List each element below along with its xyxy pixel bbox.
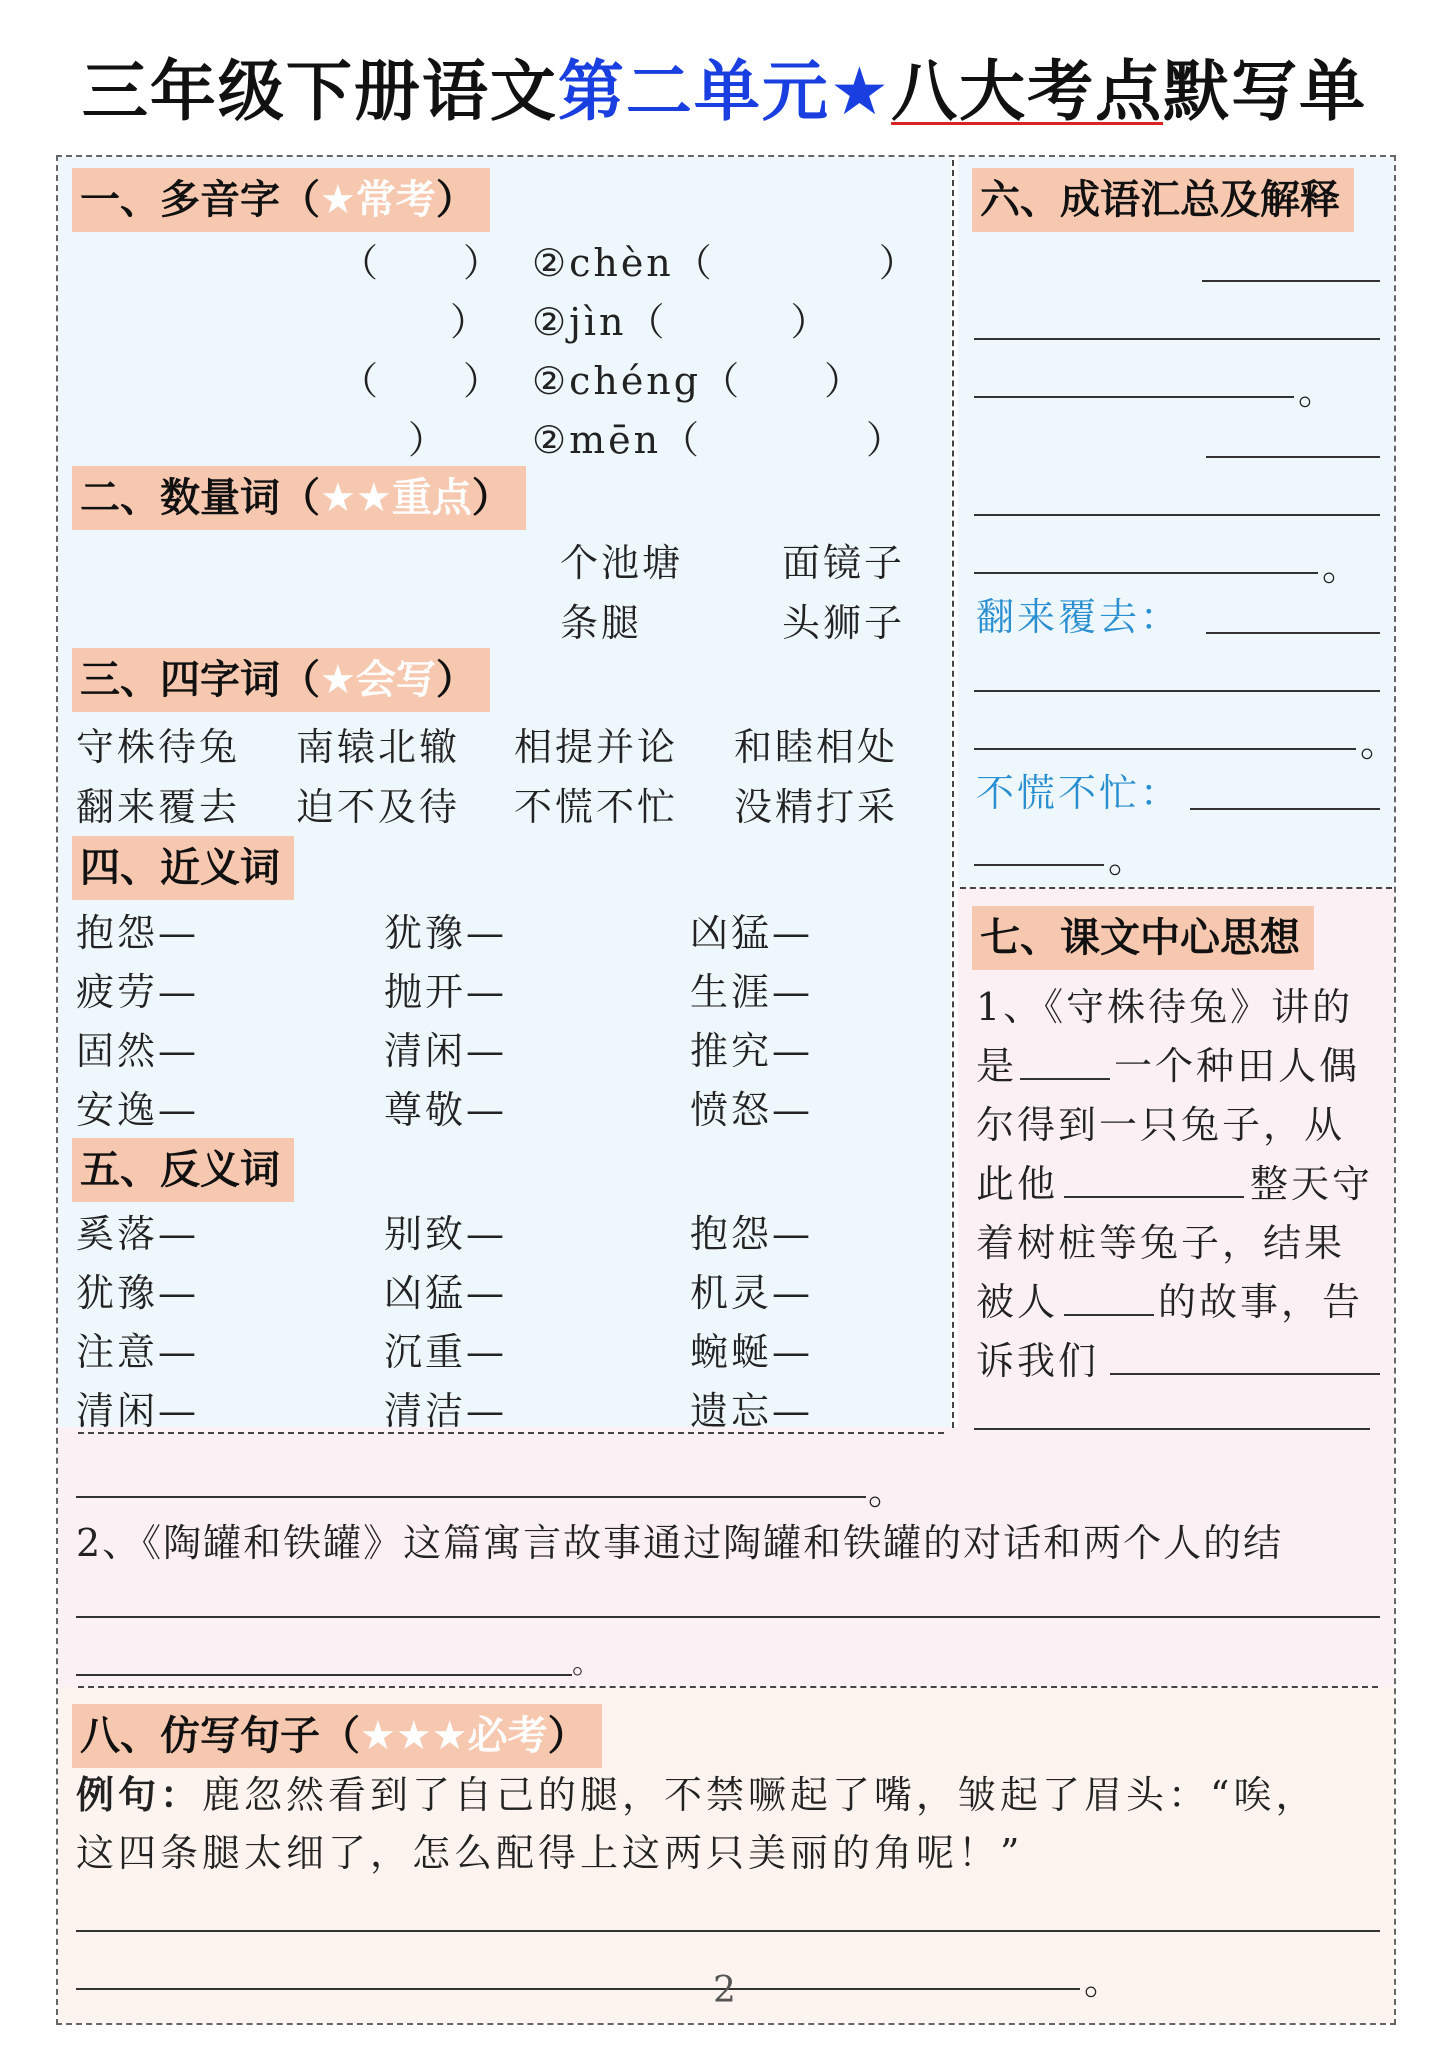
period: 。	[1108, 837, 1150, 881]
period: 。	[1298, 369, 1340, 413]
summary-text: 的故事，告	[1158, 1280, 1364, 1324]
period: 。	[572, 1646, 605, 1681]
idiom-label-2: 不慌不忙：	[976, 771, 1182, 815]
period: 。	[1360, 721, 1402, 765]
synonym-item: 凶猛—	[690, 911, 814, 955]
synonym-item: 抱怨—	[76, 911, 200, 955]
idiom-word: 翻来覆去	[76, 785, 241, 829]
answer-line	[974, 514, 1380, 516]
period: 。	[868, 1469, 910, 1513]
synonym-item: 推究—	[690, 1029, 814, 1073]
answer-line	[974, 396, 1294, 398]
answer-line	[1020, 1078, 1110, 1080]
synonym-item: 尊敬—	[384, 1088, 508, 1132]
summary-text: 整天守	[1250, 1162, 1374, 1206]
antonym-item: 抱怨—	[690, 1212, 814, 1256]
summary-text: 被人	[976, 1280, 1059, 1324]
section-divider-2	[78, 1686, 1378, 1688]
answer-line	[1206, 632, 1380, 634]
answer-line	[1202, 280, 1380, 282]
answer-line	[76, 1496, 866, 1498]
section-2-heading: 二、数量词（★★重点）	[72, 466, 526, 530]
answer-line	[974, 338, 1380, 340]
polyphone-4-right: ②mēn（ ）	[532, 418, 908, 462]
summary-text-2: 2、《陶罐和铁罐》这篇寓言故事通过陶罐和铁罐的对话和两个人的结	[76, 1521, 1284, 1565]
idiom-word: 迫不及待	[296, 785, 461, 829]
example-label: 例句：	[76, 1772, 203, 1817]
polyphone-1-right: ②chèn（ ）	[532, 241, 920, 285]
polyphone-2-right: ②jìn（ ）	[532, 300, 832, 344]
idiom-word: 没精打采	[734, 785, 899, 829]
synonym-item: 疲劳—	[76, 970, 200, 1014]
section-5-heading: 五、反义词	[72, 1138, 294, 1202]
section-3-heading: 三、四字词（★会写）	[72, 648, 490, 712]
answer-line	[76, 1616, 1380, 1618]
idiom-word: 守株待兔	[76, 725, 241, 769]
answer-line	[974, 690, 1380, 692]
column-divider	[952, 160, 954, 1428]
answer-line	[76, 1930, 1380, 1932]
right-divider	[960, 887, 1392, 889]
answer-line	[974, 1428, 1370, 1430]
answer-line	[1190, 808, 1380, 810]
answer-line	[1064, 1314, 1154, 1316]
idiom-word: 相提并论	[514, 725, 679, 769]
antonym-item: 清闲—	[76, 1389, 200, 1433]
polyphone-3-right: ②chéng（ ）	[532, 359, 866, 403]
page-title: 三年级下册语文第二单元★八大考点默写单	[81, 53, 1368, 130]
summary-text: 着树桩等兔子，结果	[976, 1221, 1346, 1265]
section-6-heading: 六、成语汇总及解释	[972, 168, 1354, 232]
antonym-item: 清洁—	[384, 1389, 508, 1433]
answer-line	[1110, 1373, 1380, 1375]
antonym-item: 奚落—	[76, 1212, 200, 1256]
antonym-item: 犹豫—	[76, 1271, 200, 1315]
section-4-heading: 四、近义词	[72, 836, 294, 900]
example-sentence: 例句：鹿忽然看到了自己的腿，不禁噘起了嘴，皱起了眉头：“唉， 这四条腿太细了，怎么配得上这两只美丽的角呢！”	[76, 1772, 1318, 1875]
polyphone-1-left: （ ）	[340, 241, 505, 285]
answer-line	[1206, 456, 1380, 458]
synonym-item: 犹豫—	[384, 911, 508, 955]
idiom-word: 和睦相处	[734, 725, 899, 769]
period: 。	[1084, 1959, 1126, 2003]
measure-word-1: 个池塘	[560, 541, 684, 585]
answer-line	[974, 864, 1104, 866]
answer-line	[1064, 1196, 1244, 1198]
idiom-word: 南辕北辙	[296, 725, 461, 769]
answer-line	[76, 1674, 572, 1676]
antonym-item: 别致—	[384, 1212, 508, 1256]
answer-line	[974, 572, 1318, 574]
summary-text: 一个种田人偶	[1114, 1044, 1361, 1088]
polyphone-2-left: ）	[450, 300, 492, 344]
antonym-item: 机灵—	[690, 1271, 814, 1315]
measure-word-4: 头狮子	[782, 601, 906, 645]
summary-text: 是	[976, 1044, 1018, 1088]
antonym-item: 蜿蜒—	[690, 1330, 814, 1374]
measure-word-2: 面镜子	[782, 541, 906, 585]
section-1-heading: 一、多音字（★常考）	[72, 168, 490, 232]
period: 。	[1322, 545, 1364, 589]
page-number: 2	[713, 1970, 736, 2011]
polyphone-4-left: ）	[408, 418, 450, 462]
synonym-item: 生涯—	[690, 970, 814, 1014]
section-divider	[78, 1432, 944, 1434]
section-7-heading: 七、课文中心思想	[972, 906, 1314, 970]
summary-text: 此他	[976, 1162, 1059, 1206]
synonym-item: 固然—	[76, 1029, 200, 1073]
antonym-item: 沉重—	[384, 1330, 508, 1374]
answer-line	[974, 748, 1356, 750]
antonym-item: 凶猛—	[384, 1271, 508, 1315]
idiom-word: 不慌不忙	[514, 785, 679, 829]
section-8-heading: 八、仿写句子（★★★必考）	[72, 1704, 602, 1768]
measure-word-3: 条腿	[560, 601, 643, 645]
synonym-item: 抛开—	[384, 970, 508, 1014]
synonym-item: 愤怒—	[690, 1088, 814, 1132]
summary-text: 1、《守株待兔》讲的	[976, 985, 1354, 1029]
synonym-item: 安逸—	[76, 1088, 200, 1132]
summary-text: 诉我们	[976, 1339, 1100, 1383]
polyphone-3-left: （ ）	[340, 359, 505, 403]
idiom-label-1: 翻来覆去：	[976, 595, 1182, 639]
summary-text: 尔得到一只兔子，从	[976, 1103, 1346, 1147]
antonym-item: 遗忘—	[690, 1389, 814, 1433]
antonym-item: 注意—	[76, 1330, 200, 1374]
synonym-item: 清闲—	[384, 1029, 508, 1073]
